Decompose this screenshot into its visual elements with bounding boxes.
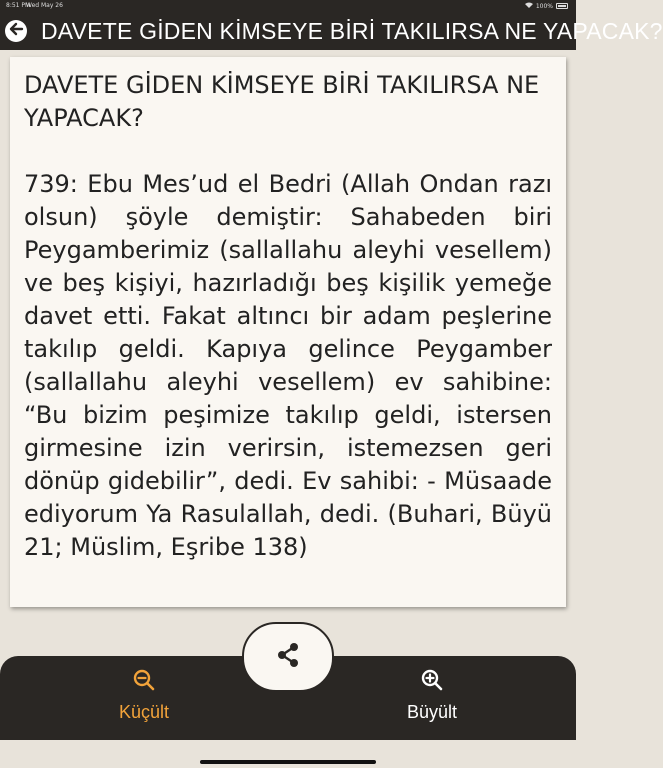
wifi-icon	[525, 2, 533, 10]
zoom-out-icon	[132, 668, 156, 696]
status-right	[525, 2, 568, 10]
card-body-text: 739: Ebu Mes’ud el Bedri (Allah Ondan razı olsun) şöyle demiştir: Sahabeden biri Peygamberimiz (sallallahu aleyhi vesellem) ve beş kişiyi, hazırladığı beş kişilik yemeğe davet etti. Fakat altıncı bir adam peşlerine takılıp geldi. Kapıya gelince Peygamber (sallallahu aleyhi vesellem) ev sahibine: “Bu bizim peşimize takılıp geldi, istersen girmesine izin verirsin, istemezsen geri dönüp gidebilir”, dedi. Ev sahibi: - Müsaade ediyorum Ya Rasulallah, dedi. (Buhari, Büyü 21; Müslim, Eşribe 138)	[24, 170, 552, 561]
zoom-out-button[interactable]	[84, 668, 204, 728]
zoom-out-label: Küçült	[118, 702, 170, 722]
page-title: DAVETE GİDEN KİMSEYE BİRİ TAKILIRSA NE YAPACAK?	[41, 17, 663, 44]
battery-icon	[556, 3, 568, 9]
status-time: 8:51 PM	[6, 2, 31, 9]
status-date: Wed May 26	[26, 2, 63, 9]
arrow-left-icon	[8, 21, 24, 41]
home-indicator[interactable]	[200, 760, 376, 764]
content-card	[10, 57, 566, 607]
zoom-in-icon	[420, 668, 444, 696]
share-icon	[273, 640, 303, 674]
back-button[interactable]	[5, 20, 27, 42]
status-bar	[0, 0, 576, 12]
zoom-in-label: Büyült	[406, 702, 458, 722]
zoom-in-button[interactable]	[372, 668, 492, 728]
card-heading: DAVETE GİDEN KİMSEYE BİRİ TAKILIRSA NE YAPACAK?	[24, 71, 540, 132]
share-button[interactable]	[242, 622, 334, 692]
battery-percent: 100%	[535, 2, 553, 10]
title-bar	[0, 12, 663, 50]
